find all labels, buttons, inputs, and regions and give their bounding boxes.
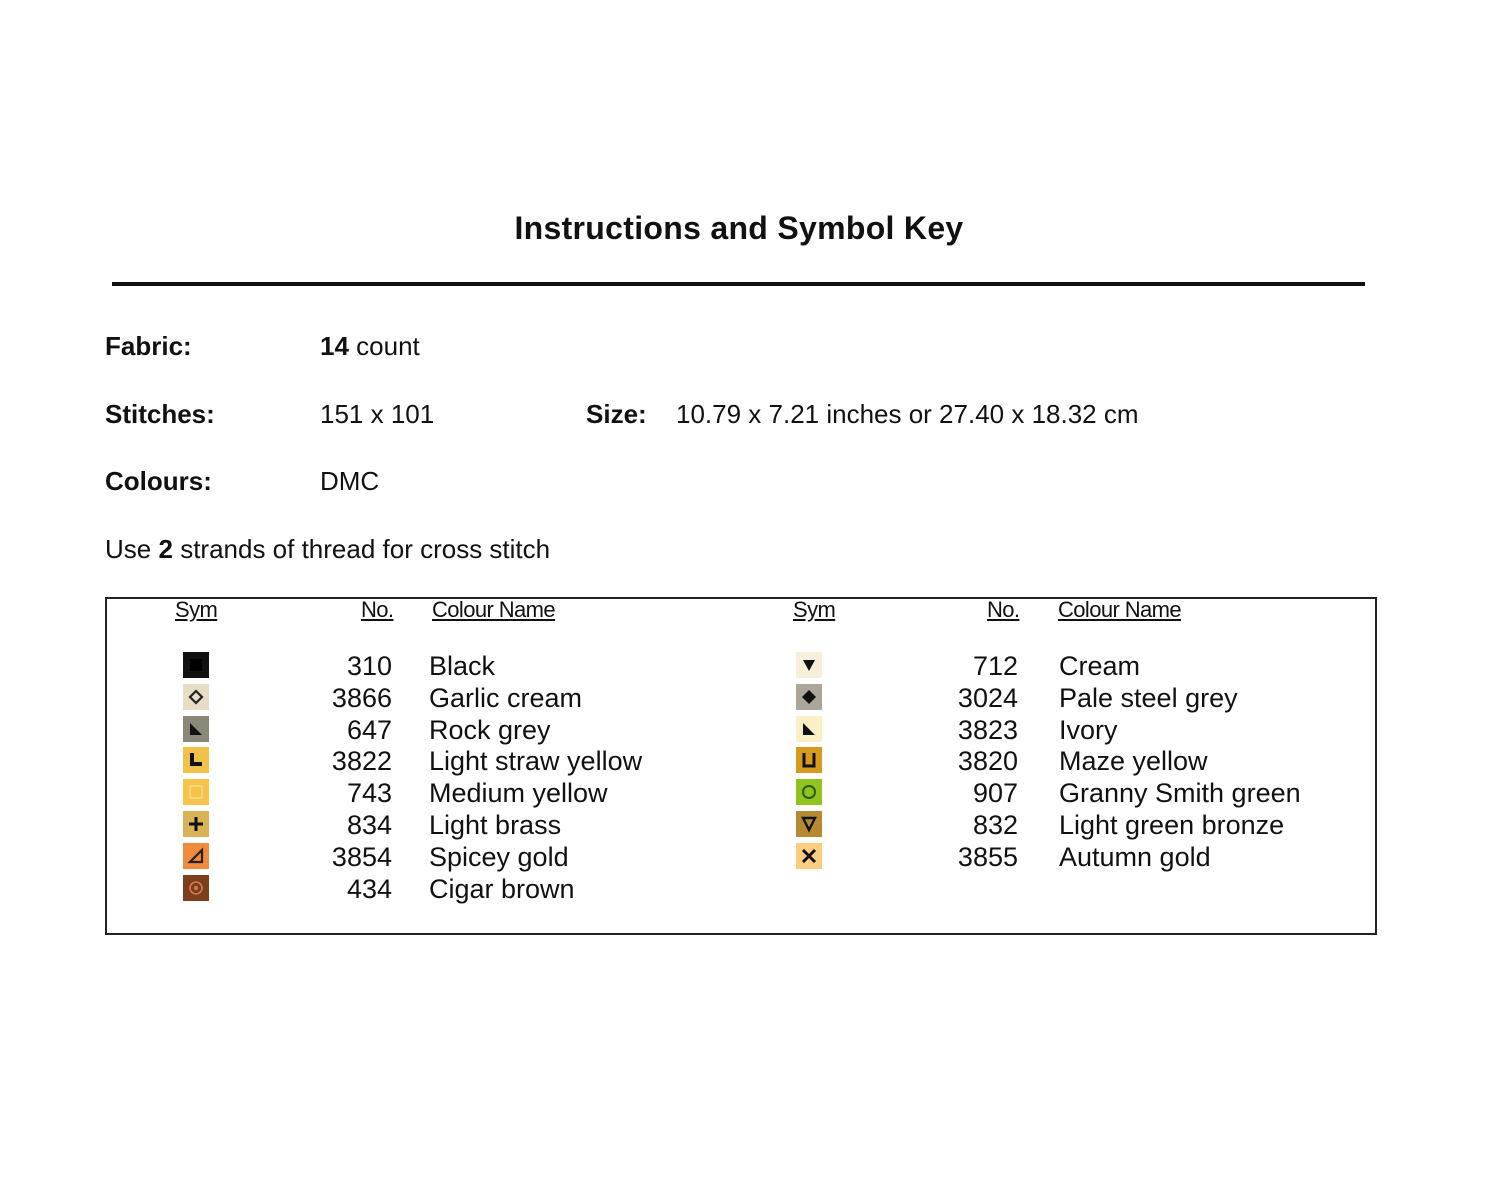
left-colour-name: Cigar brown [429,873,575,904]
left-colour-number: 834 [346,810,392,840]
left-colour-name: Light brass [429,810,562,840]
size-value: 10.79 x 7.21 inches or 27.40 x 18.32 cm [676,399,1139,429]
left-symbol-square-icon [183,652,209,678]
colours-value: DMC [320,466,380,496]
right-colour-number: 832 [972,810,1018,840]
fabric-label: Fabric: [105,331,192,361]
right-colour-number: 907 [972,778,1018,809]
right-sym-header: Sym [793,597,836,622]
right-symbol-u-shape-icon [796,747,822,773]
right-colour-name: Granny Smith green [1059,778,1301,809]
strands-prefix: Use [105,534,152,564]
right-symbol-diamond-icon [796,684,822,710]
colours-label: Colours: [105,466,212,496]
fabric-count-unit: count [356,331,420,361]
left-symbol-corner-triangle-icon [183,716,209,742]
left-colour-name: Light straw yellow [429,746,643,777]
right-symbol-triangle-down-outline-icon [796,811,822,837]
fabric-value [320,331,420,362]
right-name-header: Colour Name [1058,597,1182,622]
stitches-label: Stitches: [105,399,215,429]
right-colour-number: 3823 [957,714,1018,745]
strands-instruction [105,534,550,565]
left-colour-name: Garlic cream [429,682,583,713]
title-rule [112,282,1365,286]
left-colour-number: 743 [346,778,392,809]
right-colour-name: Pale steel grey [1059,682,1238,713]
left-symbol-triangle-outline-icon [183,843,209,869]
left-sym-header: Sym [175,597,218,622]
left-colour-number: 647 [346,714,392,745]
left-colour-number: 3866 [331,682,392,713]
left-name-header: Colour Name [432,597,556,622]
size-label: Size: [586,399,647,429]
right-colour-name: Light green bronze [1059,810,1285,840]
right-symbol-x-icon [796,843,822,869]
right-colour-name: Maze yellow [1059,746,1208,777]
left-symbol-l-shape-icon [183,747,209,773]
left-no-header: No. [361,597,394,622]
left-colour-name: Spicey gold [429,841,569,872]
left-colour-name: Medium yellow [429,778,608,809]
left-colour-name: Rock grey [429,714,551,745]
right-colour-name: Cream [1059,651,1141,681]
left-colour-number: 3822 [331,746,392,777]
right-colour-number: 3855 [957,841,1018,872]
right-colour-number: 712 [972,651,1018,681]
right-colour-number: 3024 [957,682,1018,713]
left-colour-name: Black [429,651,496,681]
right-symbol-circle-outline-icon [796,779,822,805]
right-symbol-corner-triangle-icon [796,716,822,742]
stitches-value: 151 x 101 [320,399,435,429]
fabric-count-number: 14 [320,331,349,361]
strands-count: 2 [158,534,173,564]
right-colour-name: Autumn gold [1059,841,1211,872]
left-colour-number: 3854 [331,841,392,872]
left-symbol-diamond-outline-icon [183,684,209,710]
left-symbol-square-outline-icon [183,779,209,805]
right-no-header: No. [987,597,1020,622]
page-title: Instructions and Symbol Key [514,210,964,246]
left-colour-number: 434 [346,873,392,904]
left-symbol-ring-dot-icon [183,875,209,901]
strands-suffix: strands of thread for cross stitch [180,534,551,564]
left-colour-number: 310 [346,651,392,681]
left-symbol-plus-icon [183,811,209,837]
right-symbol-triangle-down-icon [796,652,822,678]
right-colour-number: 3820 [957,746,1018,777]
right-colour-name: Ivory [1059,714,1118,745]
